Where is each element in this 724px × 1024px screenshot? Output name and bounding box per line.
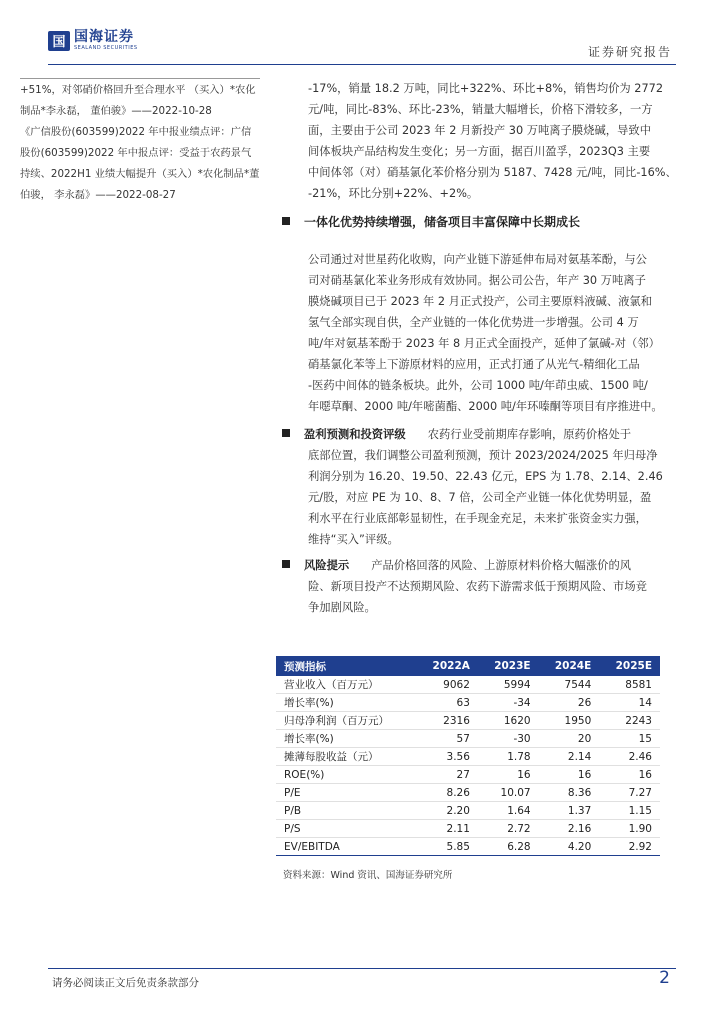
paragraph-line: 利润分别为 16.20、19.50、22.43 亿元，EPS 为 1.78、2.14、2.46 <box>308 470 663 483</box>
table-cell: 16 <box>638 768 652 781</box>
column-header: 2025E <box>599 656 660 676</box>
table-cell: 16 <box>577 768 592 781</box>
column-header: 2024E <box>539 656 600 676</box>
table-cell: 8.26 <box>446 786 470 799</box>
paragraph-line: 元/股，对应 PE 为 10、8、7 倍，公司全产业链一体化优势明显，盈 <box>308 491 652 504</box>
row-label: 摊薄每股收益（元） <box>284 751 379 763</box>
table-cell: 10.07 <box>500 786 531 799</box>
paragraph-line: 间体板块产品结构发生变化；另一方面，据百川盈孚，2023Q3 主要 <box>308 145 651 158</box>
table-cell: 5994 <box>503 678 531 691</box>
column-header: 预测指标 <box>276 656 416 676</box>
risk-paragraph <box>282 555 686 618</box>
report-type-label: 证券研究报告 <box>587 45 672 59</box>
earnings-forecast-paragraph <box>282 424 686 550</box>
table-source-note: 资料来源：Wind 资讯、国海证券研究所 <box>283 870 453 881</box>
footer-divider <box>48 968 676 969</box>
intermediates-paragraph <box>308 78 686 204</box>
paragraph-line: 险、新项目投产不达预期风险、农药下游需求低于预期风险、市场竞 <box>308 580 647 593</box>
table-cell: 2.92 <box>628 840 652 853</box>
header-divider <box>48 64 676 65</box>
table-cell: 27 <box>456 768 470 781</box>
table-row <box>276 766 660 784</box>
table-cell: 57 <box>456 732 470 745</box>
square-bullet-icon <box>282 560 290 568</box>
row-label: P/S <box>284 822 301 835</box>
table-cell: 15 <box>638 732 652 745</box>
paragraph-line: -医药中间体的链条板块。此外，公司 1000 吨/年茚虫威、1500 吨/ <box>308 379 648 392</box>
column-header: 2022A <box>416 656 478 676</box>
paragraph-line: 中间体邻（对）硝基氯化苯价格分别为 5187、7428 元/吨，同比-16%、 <box>308 166 677 179</box>
paragraph-line: -21%，环比分别+22%、+2%。 <box>308 187 479 200</box>
table-cell: -34 <box>513 696 531 709</box>
table-cell: 63 <box>456 696 470 709</box>
table-cell: 2.14 <box>567 750 592 763</box>
paragraph-line: 面，主要由于公司 2023 年 2 月新投产 30 万吨离子膜烧碱，导致中 <box>308 124 651 137</box>
paragraph-line: 争加剧风险。 <box>308 601 376 614</box>
table-cell: 7544 <box>564 678 592 691</box>
table-cell: 1.78 <box>507 750 531 763</box>
paragraph-line: 元/吨，同比-83%、环比-23%，销量大幅增长，价格下滑较多，一方 <box>308 103 653 116</box>
table-row <box>276 838 660 856</box>
row-label: P/E <box>284 786 301 799</box>
forecast-table <box>276 656 660 856</box>
logo-mark: 国 <box>48 31 70 51</box>
row-label: ROE(%) <box>284 768 325 781</box>
table-cell: 1950 <box>564 714 592 727</box>
paragraph-line: 农药行业受前期库存影响，原药价格处于 <box>427 428 632 441</box>
table-cell: 1.37 <box>567 804 592 817</box>
integration-paragraph <box>308 249 686 417</box>
table-cell: 1.90 <box>628 822 652 835</box>
row-label: EV/EBITDA <box>284 840 340 853</box>
table-cell: 1.64 <box>507 804 531 817</box>
row-label: 增长率(%) <box>284 697 334 709</box>
company-logo <box>48 30 138 51</box>
paragraph-line: 膜烧碱项目已于 2023 年 2 月正式投产，公司主要原料液碱、液氯和 <box>308 295 653 308</box>
paragraph-line: 底部位置，我们调整公司盈利预测，预计 2023/2024/2025 年归母净 <box>308 449 658 462</box>
table-cell: 14 <box>638 696 652 709</box>
table-cell: 2.72 <box>507 822 531 835</box>
table-cell: 9062 <box>443 678 470 691</box>
table-row <box>276 748 660 766</box>
related-report-line: 《广信股份(603599)2022 年中报业绩点评：广信 <box>20 126 252 138</box>
row-label: 增长率(%) <box>284 733 334 745</box>
related-report-line: 持续、2022H1 业绩大幅提升（买入）*农化制品*董 <box>20 168 260 180</box>
table-row <box>276 712 660 730</box>
row-label: 归母净利润（百万元） <box>284 715 389 727</box>
paragraph-line: 维持“买入”评级。 <box>308 533 399 546</box>
footer-disclaimer: 请务必阅读正文后免责条款部分 <box>52 977 199 989</box>
related-report-line: 制品*李永磊， 董伯骏》——2022-10-28 <box>20 105 212 117</box>
paragraph-line: 硝基氯化苯等上下游原材料的应用，正式打通了从光气-精细化工品 <box>308 358 640 371</box>
paragraph-line: 氢气全部实现自供，全产业链的一体化优势进一步增强。公司 4 万 <box>308 316 639 329</box>
logo-english-name: SEALAND SECURITIES <box>74 45 138 51</box>
table-cell: 16 <box>517 768 531 781</box>
table-row <box>276 676 660 694</box>
table-row <box>276 694 660 712</box>
page-number: 2 <box>659 968 670 988</box>
paragraph-line: 司对硝基氯化苯业务形成有效协同。据公司公告，年产 30 万吨离子 <box>308 274 646 287</box>
table-cell: 1.15 <box>628 804 652 817</box>
table-cell: 5.85 <box>446 840 470 853</box>
table-cell: 2.20 <box>446 804 470 817</box>
square-bullet-icon <box>282 429 290 437</box>
table-cell: 8.36 <box>567 786 592 799</box>
paragraph-line: -17%，销量 18.2 万吨，同比+322%、环比+8%，销售均价为 2772 <box>308 82 664 95</box>
left-column-rule <box>20 78 260 79</box>
paragraph-line: 利水平在行业底部彰显韧性，在手现金充足，未来扩张资金实力强， <box>308 512 647 525</box>
table-cell: 7.27 <box>628 786 652 799</box>
row-label: P/B <box>284 804 302 817</box>
related-reports-list <box>20 80 260 206</box>
table-cell: 2243 <box>625 714 652 727</box>
table-cell: 8581 <box>625 678 652 691</box>
table-cell: 1620 <box>503 714 531 727</box>
row-label: 营业收入（百万元） <box>284 679 379 691</box>
paragraph-line: 公司通过对世星药化收购，向产业链下游延伸布局对氨基苯酚，与公 <box>308 253 647 266</box>
section-heading-risk: 风险提示 <box>304 559 350 572</box>
table-row <box>276 802 660 820</box>
table-row <box>276 784 660 802</box>
table-cell: 2.46 <box>628 750 652 763</box>
paragraph-line: 吨/年对氨基苯酚于 2023 年 8 月正式全面投产，延伸了氯碱-对（邻） <box>308 337 660 350</box>
table-cell: 20 <box>577 732 592 745</box>
table-cell: 2.11 <box>446 822 470 835</box>
table-cell: 6.28 <box>507 840 531 853</box>
table-cell: 4.20 <box>567 840 592 853</box>
table-cell: 26 <box>577 696 592 709</box>
table-cell: 2.16 <box>567 822 592 835</box>
table-cell: 2316 <box>443 714 470 727</box>
square-bullet-icon <box>282 217 290 225</box>
related-report-line: 股份(603599)2022 年中报点评：受益于农药景气 <box>20 147 252 159</box>
related-report-line: 伯骏， 李永磊》——2022-08-27 <box>20 189 176 201</box>
table-cell: -30 <box>513 732 531 745</box>
related-report-line: +51%，对邻硝价格回升至合理水平 （买入）*农化 <box>20 84 256 96</box>
table-row <box>276 730 660 748</box>
table-header-row <box>276 656 660 676</box>
table-row <box>276 820 660 838</box>
paragraph-line: 产品价格回落的风险、上游原材料价格大幅涨价的风 <box>371 559 632 572</box>
logo-chinese-name: 国海证券 <box>74 29 134 45</box>
paragraph-line: 年噁草酮、2000 吨/年嘧菌酯、2000 吨/年环嗪酮等项目有序推进中。 <box>308 400 663 413</box>
section-heading-forecast: 盈利预测和投资评级 <box>304 428 406 441</box>
section-heading-integration: 一体化优势持续增强，储备项目丰富保障中长期成长 <box>282 213 580 230</box>
column-header: 2023E <box>478 656 539 676</box>
table-cell: 3.56 <box>446 750 470 763</box>
